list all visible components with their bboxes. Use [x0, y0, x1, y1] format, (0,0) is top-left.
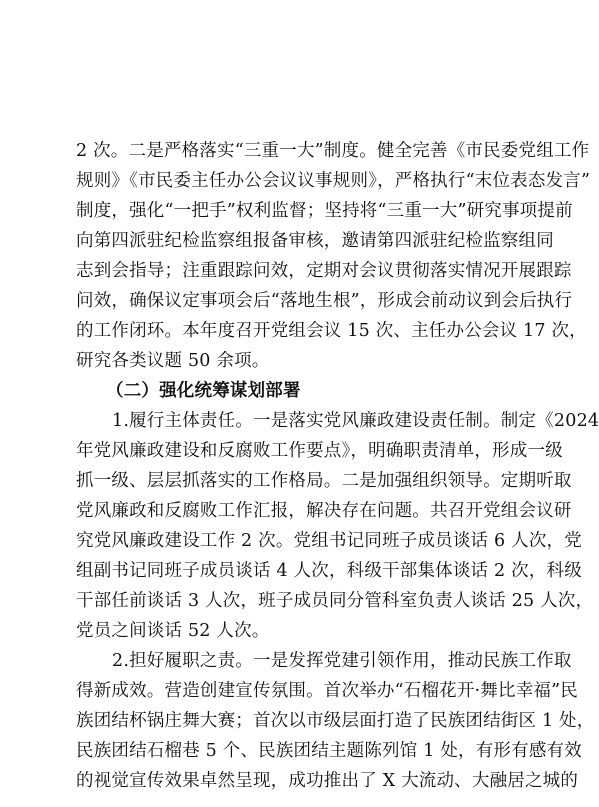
paragraph-line: 年党风廉政建设和反腐败工作要点》，明确职责清单，形成一级	[76, 441, 563, 461]
paragraph-line: 党员之间谈话 52 人次。	[76, 621, 270, 641]
section-heading: （二）强化统筹谋划部署	[106, 381, 301, 401]
paragraph-line: 抓一级、层层抓落实的工作格局。二是加强组织领导。定期听取	[76, 471, 572, 491]
paragraph-line: 研究各类议题 50 余项。	[76, 351, 270, 371]
paragraph-line: 干部任前谈话 3 人次，班子成员同分管科室负责人谈话 25 人次，	[76, 591, 594, 611]
paragraph-line: 制度，强化“一把手”权利监督；坚持将“三重一大”研究事项提前	[76, 201, 573, 221]
paragraph-line: 向第四派驻纪检监察组报备审核，邀请第四派驻纪检监察组同	[76, 231, 554, 251]
paragraph-line: 2.担好履职之责。一是发挥党建引领作用，推动民族工作取	[112, 651, 572, 671]
paragraph-line: 志到会指导；注重跟踪问效，定期对会议贯彻落实情况开展跟踪	[76, 261, 572, 281]
paragraph-line: 族团结杯锅庄舞大赛；首次以市级层面打造了民族团结街区 1 处，	[76, 711, 595, 731]
paragraph-line: 规则》《市民委主任办公会议议事规则》，严格执行“末位表态发言”	[76, 171, 591, 191]
paragraph-line: 1.履行主体责任。一是落实党风廉政建设责任制。制定《2024	[112, 411, 599, 431]
paragraph-line: 组副书记同班子成员谈话 4 人次，科级干部集体谈话 2 次，科级	[76, 561, 582, 581]
paragraph-line: 究党风廉政建设工作 2 次。党组书记同班子成员谈话 6 人次，党	[76, 531, 582, 551]
paragraph-line: 党风廉政和反腐败工作汇报，解决存在问题。共召开党组会议研	[76, 501, 572, 521]
paragraph-line: 的视觉宣传效果卓然呈现，成功推出了 X 大流动、大融居之城的	[76, 771, 579, 791]
paragraph-line: 问效，确保议定事项会后“落地生根”，形成会前动议到会后执行	[76, 291, 573, 311]
paragraph-line: 得新成效。营造创建宣传氛围。首次举办“石榴花开·舞比幸福”民	[76, 681, 578, 701]
paragraph-line: 的工作闭环。本年度召开党组会议 15 次、主任办公会议 17 次，	[76, 321, 587, 341]
paragraph-line: 2 次。二是严格落实“三重一大”制度。健全完善《市民委党组工作	[76, 141, 590, 161]
paragraph-line: 民族团结石榴巷 5 个、民族团结主题陈列馆 1 处，有形有感有效	[76, 741, 582, 761]
